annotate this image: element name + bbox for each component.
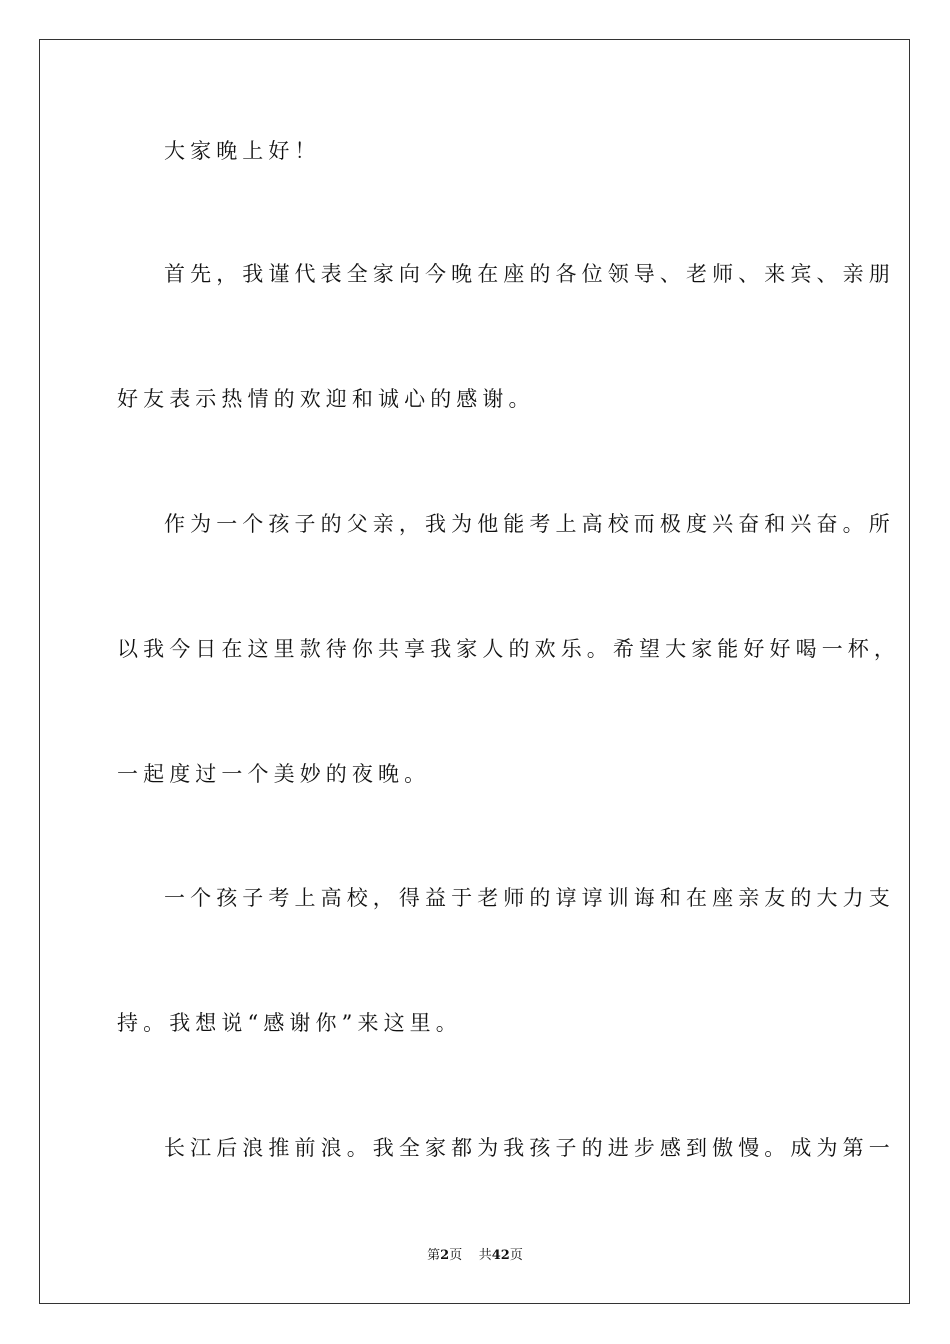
footer-total-prefix: 共 — [478, 1248, 492, 1263]
footer-page-prefix: 第 — [427, 1248, 441, 1263]
footer-total-suffix: 页 — [509, 1248, 523, 1263]
paragraph-2-line-1: 作为一个孩子的父亲，我为他能考上高校而极度兴奋和兴奋。所 — [164, 512, 895, 536]
footer-page-suffix: 页 — [449, 1248, 463, 1263]
paragraph-2-line-2: 以我今日在这里款待你共享我家人的欢乐。希望大家能好好喝一杯， — [117, 637, 900, 661]
paragraph-2-line-3: 一起度过一个美妙的夜晚。 — [117, 762, 431, 786]
paragraph-4-line-1: 长江后浪推前浪。我全家都为我孩子的进步感到傲慢。成为第一 — [164, 1136, 895, 1160]
footer-page-number: 2 — [440, 1248, 450, 1263]
paragraph-3-line-1: 一个孩子考上高校，得益于老师的谆谆训诲和在座亲友的大力支 — [164, 886, 895, 910]
paragraph-3-line-2: 持。我想说“感谢你”来这里。 — [117, 1011, 462, 1035]
paragraph-1-line-2: 好友表示热情的欢迎和诚心的感谢。 — [117, 387, 535, 411]
greeting-line: 大家晚上好！ — [164, 139, 321, 163]
paragraph-1-line-1: 首先，我谨代表全家向今晚在座的各位领导、老师、来宾、亲朋 — [164, 262, 895, 286]
page-footer — [0, 1247, 950, 1265]
page-frame — [39, 39, 910, 1304]
footer-total-pages: 42 — [491, 1248, 510, 1263]
